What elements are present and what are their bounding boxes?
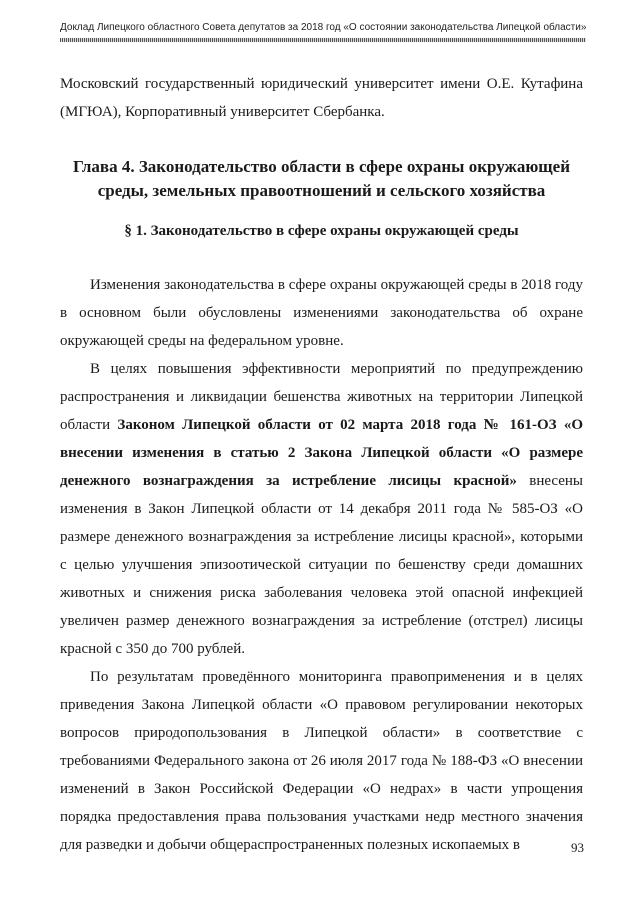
header-rule xyxy=(60,38,586,42)
running-header: Доклад Липецкого областного Совета депутатов за 2018 год «О состоянии законодательства Липецкой области» xyxy=(60,22,587,33)
paragraph-3: По результатам проведённого мониторинга правоприменения и в целях приведения Закона Липецкой области «О правовом регулировании некоторых вопросов природопользования в Липецкой области» в соответствие с требованиями Федерального закона от 26 июля 2017 года № 188-ФЗ «О внесении изменений в Закон Российской Федерации «О недрах» в части упрощения порядка предоставления права пользования участками недр местного значения для разведки и добычи общераспространенных полезных ископаемых в xyxy=(60,669,583,853)
paragraph-2 xyxy=(60,355,583,663)
intro-paragraph: Московский государственный юридический университет имени О.Е. Кутафина (МГЮА), Корпоративный университет Сбербанка. xyxy=(60,76,583,120)
page-body xyxy=(60,70,583,859)
section-title: § 1. Законодательство в сфере охраны окружающей среды xyxy=(124,223,519,239)
paragraph-2-end: внесены изменения в Закон Липецкой области от 14 декабря 2011 года № 585-ОЗ «О размере денежного вознаграждения за истребление лисицы красной», которыми с целью улучшения эпизоотической ситуации по бешенству среди домашних животных и снижения риска заболевания человека этой опасной инфекцией увеличен размер денежного вознаграждения за истребление (отстрел) лисицы красной с 350 до 700 рублей. xyxy=(60,473,583,657)
chapter-title xyxy=(60,155,583,203)
law-reference: Законом Липецкой области от 02 марта 2018 года № 161-ОЗ «О внесении изменения в статью 2 Закона Липецкой области «О размере денежного вознаграждения за истребление лисицы красной» xyxy=(60,417,583,489)
chapter-title-line-1: Глава 4. Законодательство области в сфере охраны окружающей xyxy=(72,157,571,176)
page-number: 93 xyxy=(571,840,584,855)
paragraph-1: Изменения законодательства в сфере охраны окружающей среды в 2018 году в основном были обусловлены изменениями законодательства об охране окружающей среды на федеральном уровне. xyxy=(60,277,583,349)
chapter-title-line-2: среды, земельных правоотношений и сельского хозяйства xyxy=(97,181,546,200)
paragraph-2-start: В целях повышения эффективности мероприятий по предупреждению распространения и ликвидации бешенства животных на территории Липецкой области xyxy=(60,361,583,433)
